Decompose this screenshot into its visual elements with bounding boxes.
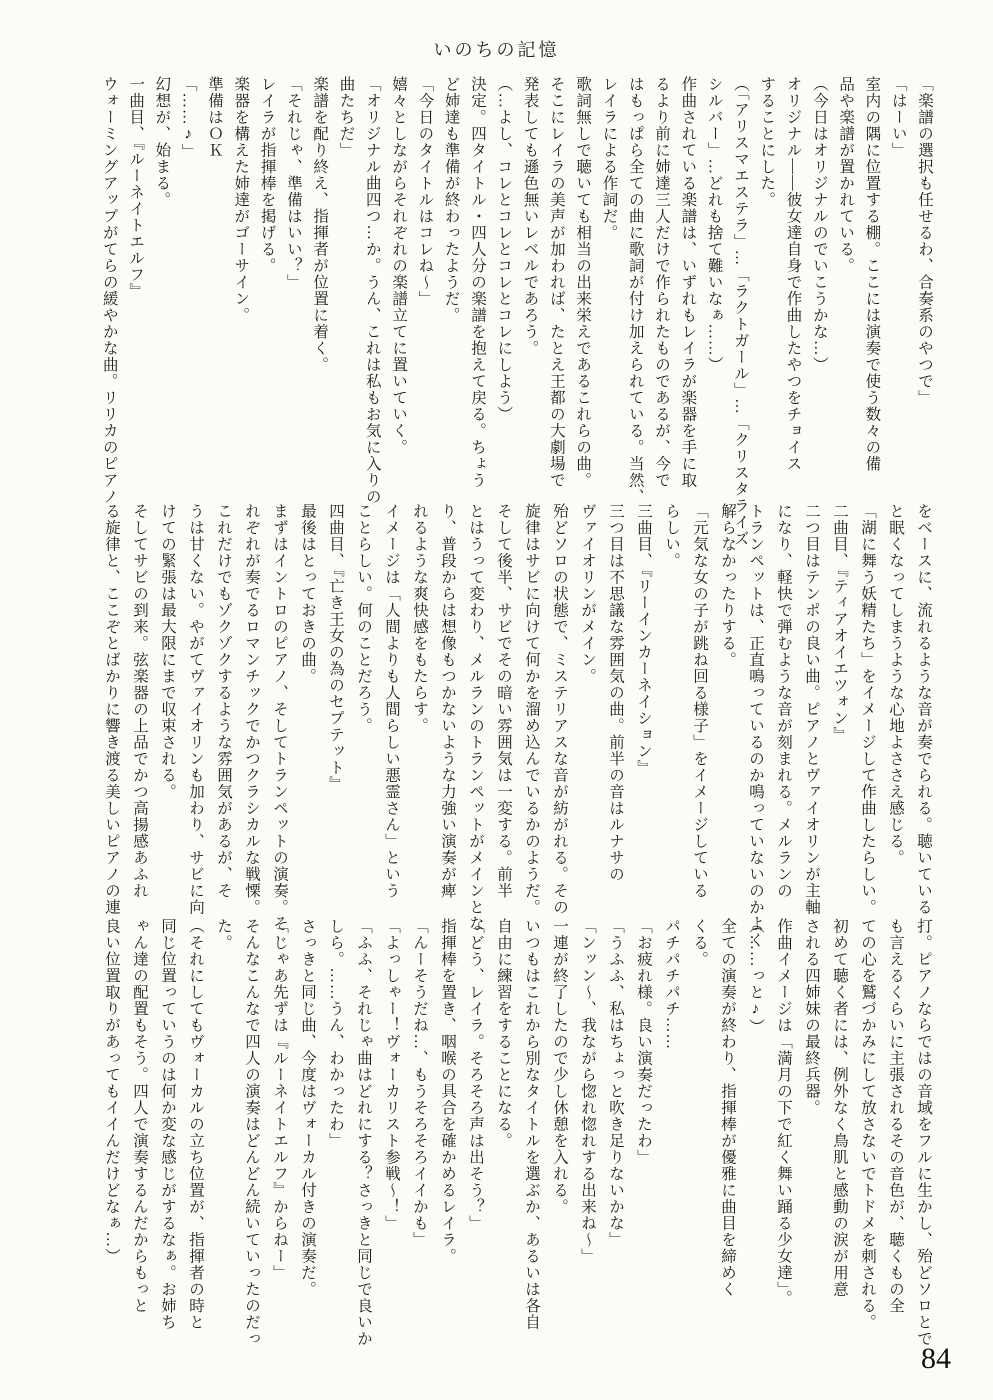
text-column: これだけでもゾクゾクするような雰囲気があるが、そ [215, 503, 232, 899]
text-column: 指揮棒を置き、咽喉の具合を確かめるレイラ。 [439, 918, 456, 1265]
text-column: はもっぱら全ての曲に歌詞が付け加えられている。当然、 [626, 76, 644, 505]
text-column: 準備はＯＫ [205, 76, 223, 159]
text-column: （…よし、コレとコレとコレとコレにしよう） [495, 76, 513, 423]
text-column: ことらしい。何のことだろう。 [355, 503, 372, 734]
text-column: いつもはこれから別なタイトルを選ぶか、あるいは各自 [523, 918, 540, 1331]
text-column: 「うふふ、私はちょっと吹き足りないかな」 [607, 918, 624, 1248]
text-column: 「それじゃ、準備はいい？」 [284, 76, 302, 291]
text-column: れるような爽快感をもたらす。 [411, 503, 428, 734]
text-column: 「楽譜の選択も任せるわ、合奏系のやつで」 [916, 76, 933, 406]
text-column: るより前に姉達三人だけで作られたものであるが、今で [653, 76, 671, 489]
text-column: しら。……うん、わかったわ」 [327, 918, 344, 1149]
text-column: （……っと♪） [747, 918, 764, 1035]
text-column: けての緊張は最大限にまで収束される。 [159, 503, 176, 800]
text-column: そこにレイラの美声が加われば、たとえ王都の大劇場で [547, 76, 565, 489]
text-column: うは甘くない。やがてヴァイオリンも加わり、サビに向 [187, 503, 204, 916]
text-column: 四曲目、『亡き王女の為のセプテット』 [327, 503, 344, 793]
text-column: ウォーミングアップがてらの緩やかな曲。リリカのピアノ [100, 76, 118, 505]
text-column: そしてサビの到来。弦楽器の上品でかつ高揚感あふれ [131, 503, 148, 899]
text-column: 作曲されている楽譜は、いずれもレイラが楽器を手に取 [679, 76, 697, 489]
text-column: になり、軽快で弾むような音が刻まれる。メルランの [775, 503, 792, 899]
text-column: 旋律はサビに向けて何かを溜め込んでいるかのようだ。 [523, 503, 540, 916]
text-column: 「よっしゃー！ヴォーカリスト参戦〜！」 [383, 918, 400, 1232]
text-column: 二つ目はテンポの良い曲。ピアノとヴァイオリンが主軸 [803, 503, 820, 916]
text-column: ての心を鷲づかみにして放さないでトドメを刺される。 [859, 918, 876, 1331]
text-column: される四姉妹の最終兵器。 [803, 918, 820, 1116]
page-number: 84 [921, 1342, 951, 1375]
text-column: トランペットは、正直鳴っているのか鳴っていないのかよく [747, 503, 764, 949]
text-column: り、普段からは想像もつかないような力強い演奏が痺 [439, 503, 456, 899]
text-column: らしい。 [663, 503, 680, 569]
text-column: 自由に練習をすることになる。 [495, 918, 512, 1149]
text-column: 「はーい」 [889, 76, 907, 159]
text-column: （それにしてもヴォーカルの立ち位置が、指揮者の時と [187, 918, 204, 1331]
text-column: 良い位置取りがあってもイイんだけどなぁ…） [103, 918, 120, 1265]
text-column: 「どう、レイラ。そろそろ声は出そう？」 [467, 918, 484, 1232]
text-column: そんなこんなで四人の演奏はどんどん続いていったのだっ [243, 918, 260, 1347]
text-column: 「元気な女の子が跳ね回る様子」をイメージしている [691, 503, 708, 899]
text-column: シルバー」…どれも捨て難いなぁ……） [705, 76, 723, 373]
text-column: と眠くなってしまうような心地よささえ感じる。 [887, 503, 904, 866]
text-column: することにした。 [758, 76, 776, 208]
text-column: 「ンッン〜、我ながら惚れ惚れする出来ね〜」 [579, 918, 596, 1265]
text-column: レイラが指揮棒を掲げる。 [258, 76, 276, 274]
text-column: イメージは「人間よりも人間らしい悪霊さん」という [383, 503, 400, 899]
text-column: くる。 [691, 918, 708, 968]
text-column: 「湖に舞う妖精たち」をイメージして作曲したらしい。 [859, 503, 876, 916]
text-column: る旋律と、ここぞとばかりに響き渡る美しいピアノの連 [103, 503, 120, 916]
text-column: そして後半、サビでその暗い雰囲気は一変する。前半 [495, 503, 512, 899]
text-column: 解らなかったりする。 [719, 503, 736, 668]
text-column: 歌詞無しで聴いても相当の出来栄えであるこれらの曲。 [574, 76, 592, 489]
text-column: ゃん達の配置もそう。四人で演奏するんだからもっと [131, 918, 148, 1314]
text-column: も言えるくらいに主張されるその音色が、聴くもの全 [887, 918, 904, 1314]
text-column: さっきと同じ曲、今度はヴォーカル付きの演奏だ。 [299, 918, 316, 1298]
text-column: 全ての演奏が終わり、指揮棒が優雅に曲目を締めく [719, 918, 736, 1298]
text-column: れぞれが奏でるロマンチックでかつクラシカルな戦慄。 [243, 503, 260, 916]
text-column: 室内の隅に位置する棚。ここには演奏で使う数々の備 [863, 76, 881, 472]
text-column: 三曲目、『リーインカーネイション』 [635, 503, 652, 776]
text-column: 「オリジナル曲四つ…か。うん、これは私もお気に入りの [363, 76, 381, 505]
text-column: 「んーそうだね…、もうそろそろイイかも」 [411, 918, 428, 1248]
text-column: た。 [215, 918, 232, 951]
text-column: 三つ目は不思議な雰囲気の曲。前半の音はルナサの [607, 503, 624, 883]
text-column: 一曲目、『ルーネイトエルフ』 [127, 76, 145, 300]
text-column: （今日はオリジナルのでいこうかな…） [810, 76, 828, 373]
text-section-bottom [97, 918, 937, 1347]
text-column: 曲たちだ」 [337, 76, 355, 159]
text-column: 一連が終了したので少し休憩を入れる。 [551, 918, 568, 1215]
text-column: 作曲イメージは「満月の下で紅く舞い踊る少女達」。 [775, 918, 792, 1307]
text-column: 決定。四タイトル・四人分の楽譜を抱えて戻る。ちょう [468, 76, 486, 489]
text-column: まずはイントロのピアノ、そしてトランペットの演奏。そ [271, 503, 288, 932]
text-column: ヴァイオリンがメイン。 [579, 503, 596, 685]
page-title: いのちの記憶 [433, 40, 560, 60]
text-column: オリジナル――彼女達自身で作曲したやつをチョイス [784, 76, 802, 472]
text-column: 打。ピアノならではの音域をフルに生かし、殆どソロとで [915, 918, 932, 1347]
text-column: 殆どソロの状態で、ミステリアスな音が紡がれる。その [551, 503, 568, 916]
text-column: 「ふふ、それじゃ曲はどれにする？さっきと同じで良いか [355, 918, 372, 1347]
text-column: 最後はとっておきの曲。 [299, 503, 316, 685]
text-column: 「……♪」 [179, 76, 197, 160]
text-column: 二曲目、『ティアオイエツォン』 [831, 503, 848, 743]
text-column: （「アリスマエステラ」…「ラクトガール」…「クリスタライズ [731, 76, 749, 547]
text-column: をベースに、流れるような音が奏でられる。聴いている [915, 503, 932, 916]
text-column: 「今日のタイトルはコレね〜」 [416, 76, 434, 307]
text-column: レイラによる作詞だ。 [600, 76, 618, 241]
text-column: 初めて聴く者には、例外なく鳥肌と感動の涙が用意 [831, 918, 848, 1298]
text-column: 幻想が、始まる。 [153, 76, 171, 208]
text-column: とはうって変わり、メルランのトランペットがメインとな [467, 503, 484, 932]
text-column: 「お疲れ様。良い演奏だったわ」 [635, 918, 652, 1166]
text-column: 同じ位置っていうのは何か変な感じがするなぁ。お姉ち [159, 918, 176, 1331]
text-column: 「じゃあ先ずは『ルーネイトエルフ』からねー」 [271, 918, 288, 1281]
text-column: ど姉達も準備が終わったようだ。 [442, 76, 460, 324]
text-column: 品や楽譜が置かれている。 [837, 76, 855, 274]
text-column: 楽器を構えた姉達がゴーサイン。 [232, 76, 250, 324]
text-column: 楽譜を配り終え、指揮者が位置に着く。 [311, 76, 329, 373]
text-column: 発表しても遜色無いレベルであろう。 [521, 76, 539, 357]
text-column: 嬉々としながらそれぞれの楽譜立てに置いていく。 [390, 76, 408, 456]
text-column: パチパチパチ…… [663, 918, 680, 1050]
